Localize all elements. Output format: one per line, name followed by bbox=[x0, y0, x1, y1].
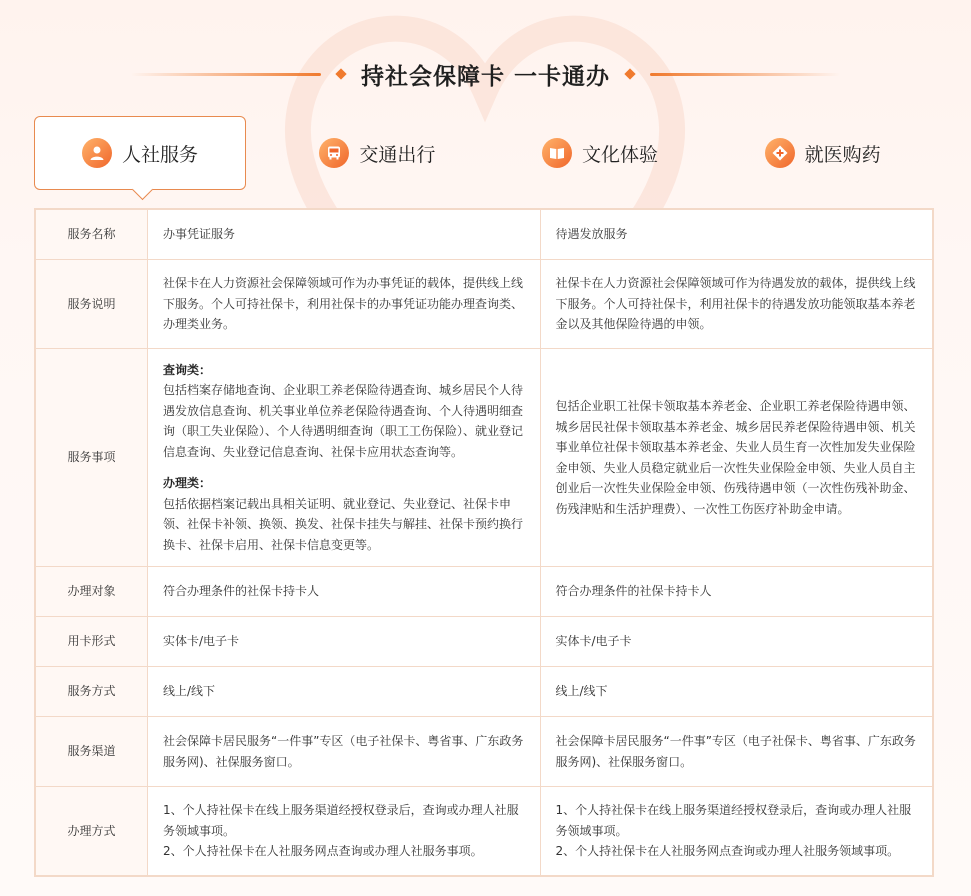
service-table bbox=[34, 208, 934, 877]
book-icon bbox=[542, 138, 572, 168]
row-header: 用卡形式 bbox=[36, 617, 148, 667]
row-header: 服务渠道 bbox=[36, 717, 148, 787]
table-cell: 符合办理条件的社保卡持卡人 bbox=[148, 567, 541, 617]
table-cell bbox=[540, 787, 933, 876]
title-diamond-right bbox=[624, 68, 635, 79]
handle-category-title: 办理类： bbox=[163, 476, 212, 491]
title-row bbox=[0, 52, 971, 96]
row-header: 服务说明 bbox=[36, 260, 148, 349]
table-row bbox=[36, 567, 933, 617]
method-line-2: 2、个人持社保卡在人社服务网点查询或办理人社服务事项。 bbox=[163, 844, 483, 859]
table-row bbox=[36, 667, 933, 717]
table-cell bbox=[148, 349, 541, 567]
table-cell bbox=[148, 787, 541, 876]
person-icon bbox=[82, 138, 112, 168]
row-header: 服务事项 bbox=[36, 349, 148, 567]
table-row bbox=[36, 210, 933, 260]
tab-label: 文化体验 bbox=[582, 143, 659, 166]
tab-label: 就医购药 bbox=[804, 143, 881, 166]
query-category-title: 查询类： bbox=[163, 362, 212, 377]
medical-icon bbox=[765, 138, 795, 168]
table-cell: 社保卡在人力资源社会保障领域可作为办事凭证的载体，提供线上线下服务。个人可持社保卡，利用社保卡的办事凭证功能办理查询类、办理类业务。 bbox=[148, 260, 541, 349]
table-row bbox=[36, 617, 933, 667]
tab-label: 交通出行 bbox=[359, 143, 436, 166]
tab-culture[interactable] bbox=[489, 116, 712, 190]
tab-label: 人社服务 bbox=[121, 143, 198, 166]
method-line-1: 1、个人持社保卡在线上服务渠道经授权登录后，查询或办理人社服务领域事项。 bbox=[555, 803, 912, 838]
tab-medical[interactable] bbox=[711, 116, 934, 190]
table-cell: 实体卡/电子卡 bbox=[148, 617, 541, 667]
spacer bbox=[163, 462, 524, 473]
table-cell: 待遇发放服务 bbox=[540, 210, 933, 260]
table-cell: 线上/线下 bbox=[148, 667, 541, 717]
table-cell: 社会保障卡居民服务“一件事”专区（电子社保卡、粤省事、广东政务服务网)、社保服务窗口。 bbox=[540, 717, 933, 787]
title-diamond-left bbox=[335, 68, 346, 79]
handle-category-text: 包括依据档案记载出具相关证明、就业登记、失业登记、社保卡申领、社保卡补领、换领、换发、社保卡挂失与解挂、社保卡预约换行换卡、社保卡启用、社保卡信息变更等。 bbox=[163, 496, 524, 552]
service-tabs bbox=[34, 116, 934, 190]
table-cell: 符合办理条件的社保卡持卡人 bbox=[540, 567, 933, 617]
title-line-left bbox=[131, 73, 321, 76]
tab-transport[interactable] bbox=[266, 116, 489, 190]
table-cell: 线上/线下 bbox=[540, 667, 933, 717]
row-header: 服务名称 bbox=[36, 210, 148, 260]
row-header: 办理方式 bbox=[36, 787, 148, 876]
row-header: 办理对象 bbox=[36, 567, 148, 617]
query-category-text: 包括档案存储地查询、企业职工养老保险待遇查询、城乡居民个人待遇发放信息查询、机关事业单位养老保险待遇查询、个人待遇明细查询（职工失业保险）、个人待遇明细查询（职工工伤保险）、就业登记信息查询、失业登记信息查询、社保卡应用状态查询等。 bbox=[163, 383, 524, 459]
table-cell: 包括企业职工社保卡领取基本养老金、企业职工养老保险待遇申领、城乡居民社保卡领取基本养老金、城乡居民养老保险待遇申领、机关事业单位社保卡领取基本养老金、失业人员生育一次性加发失业保险金申领、失业人员稳定就业后一次性失业保险金申领、失业人员自主创业后一次性失业保险金申领、伤残待遇申领（一次性伤残补助金、伤残津贴和生活护理费）、一次性工伤医疗补助金申请。 bbox=[540, 349, 933, 567]
table-row bbox=[36, 717, 933, 787]
title-line-right bbox=[650, 73, 840, 76]
bus-icon bbox=[319, 138, 349, 168]
table-cell: 社保卡在人力资源社会保障领域可作为待遇发放的载体，提供线上线下服务。个人可持社保卡，利用社保卡的待遇发放功能领取基本养老金以及其他保险待遇的申领。 bbox=[540, 260, 933, 349]
method-line-2: 2、个人持社保卡在人社服务网点查询或办理人社服务领域事项。 bbox=[555, 844, 900, 859]
tab-hr-services[interactable] bbox=[34, 116, 246, 190]
method-line-1: 1、个人持社保卡在线上服务渠道经授权登录后，查询或办理人社服务领域事项。 bbox=[163, 803, 519, 838]
table-row bbox=[36, 349, 933, 567]
table-cell: 社会保障卡居民服务“一件事”专区（电子社保卡、粤省事、广东政务服务网)、社保服务窗口。 bbox=[148, 717, 541, 787]
table-cell: 办事凭证服务 bbox=[148, 210, 541, 260]
table-cell: 实体卡/电子卡 bbox=[540, 617, 933, 667]
row-header: 服务方式 bbox=[36, 667, 148, 717]
table-row bbox=[36, 260, 933, 349]
table-row bbox=[36, 787, 933, 876]
page-title: 持社会保障卡 一卡通办 bbox=[360, 63, 610, 90]
